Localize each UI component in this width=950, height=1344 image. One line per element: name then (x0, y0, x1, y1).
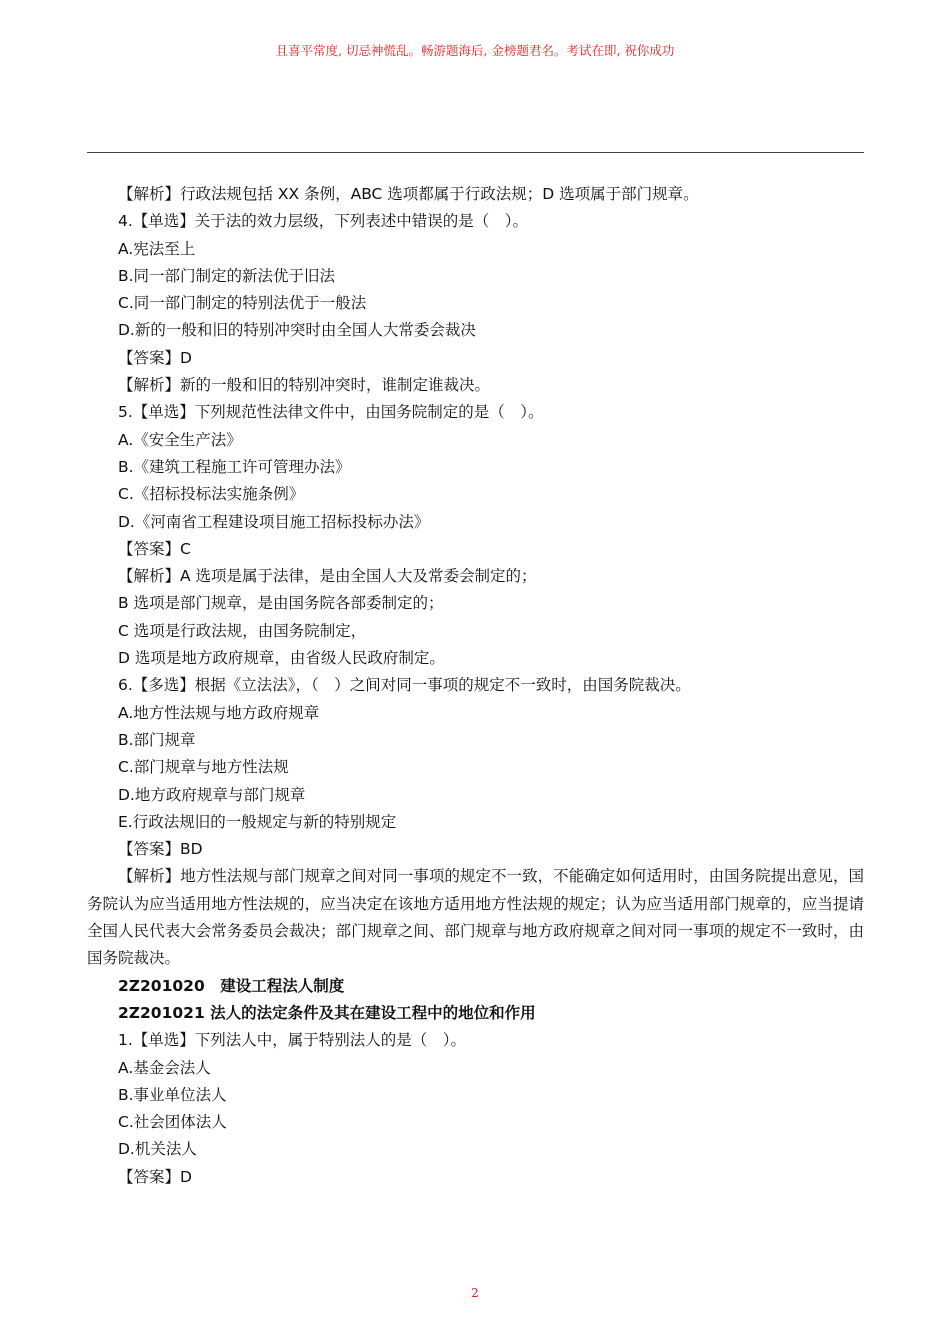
header-text: 且喜平常度, 切忌神慌乱。畅游题海后, 金榜题君名。考试在即, 祝你成功 (275, 43, 675, 58)
subsection-title: 2Z201021 法人的法定条件及其在建设工程中的地位和作用 (118, 1003, 536, 1022)
page-number: 2 (471, 1286, 479, 1300)
text-line: A.地方性法规与地方政府规章 (118, 703, 320, 722)
text-line: A.基金会法人 (118, 1058, 211, 1077)
text-line: B.部门规章 (118, 730, 196, 749)
text-line: D 选项是地方政府规章，由省级人民政府制定。 (118, 649, 445, 668)
text-line: 【解析】新的一般和旧的特别冲突时，谁制定谁裁决。 (118, 376, 491, 395)
text-line: B.《建筑工程施工许可管理办法》 (118, 457, 351, 476)
text-line: C.社会团体法人 (118, 1113, 227, 1132)
text-line: 1.【单选】下列法人中，属于特别法人的是（ ）。 (118, 1031, 467, 1050)
text-line: A.宪法至上 (118, 239, 196, 258)
text-line: B 选项是部门规章，是由国务院各部委制定的； (118, 594, 444, 613)
text-line: 5.【单选】下列规范性法律文件中，由国务院制定的是（ ）。 (118, 403, 544, 422)
text-line: C.同一部门制定的特别法优于一般法 (118, 294, 367, 313)
text-line: C.《招标投标法实施条例》 (118, 485, 305, 504)
text-line: C.部门规章与地方性法规 (118, 758, 289, 777)
document-body (87, 181, 864, 1191)
text-line: 【解析】行政法规包括 XX 条例，ABC 选项都属于行政法规；D 选项属于部门规章。 (118, 185, 699, 203)
text-line: D.《河南省工程建设项目施工招标投标办法》 (118, 512, 430, 531)
text-line: D.地方政府规章与部门规章 (118, 785, 306, 804)
text-line: A.《安全生产法》 (118, 430, 242, 449)
text-line: 【答案】BD (118, 840, 203, 859)
text-line: D.新的一般和旧的特别冲突时由全国人大常委会裁决 (118, 321, 476, 340)
text-line: 4.【单选】关于法的效力层级，下列表述中错误的是（ ）。 (118, 212, 529, 231)
text-line: B.事业单位法人 (118, 1085, 227, 1104)
text-line: B.同一部门制定的新法优于旧法 (118, 266, 336, 285)
text-line: D.机关法人 (118, 1140, 197, 1159)
header-rule (87, 152, 864, 153)
text-line: 【答案】D (118, 348, 192, 367)
text-line: 【答案】D (118, 1167, 192, 1186)
text-line: 【答案】C (118, 539, 191, 558)
analysis-paragraph: 【解析】地方性法规与部门规章之间对同一事项的规定不一致，不能确定如何适用时，由国务院提出意见，国务院认为应当适用地方性法规的，应当决定在该地方适用地方性法规的规定；认为应当适用部门规章的，应当提请全国人民代表大会常务委员会裁决；部门规章之间、部门规章与地方政府规章之间对同一事项的规定不一致时，由国务院裁决。 (87, 867, 864, 968)
text-line: E.行政法规旧的一般规定与新的特别规定 (118, 812, 397, 831)
text-line: C 选项是行政法规，由国务院制定， (118, 621, 367, 640)
section-title: 2Z201020 建设工程法人制度 (118, 976, 345, 995)
text-line: 【解析】A 选项是属于法律，是由全国人大及常委会制定的； (118, 567, 537, 586)
text-line: 6.【多选】根据《立法法》，（ ）之间对同一事项的规定不一致时，由国务院裁决。 (118, 676, 691, 695)
